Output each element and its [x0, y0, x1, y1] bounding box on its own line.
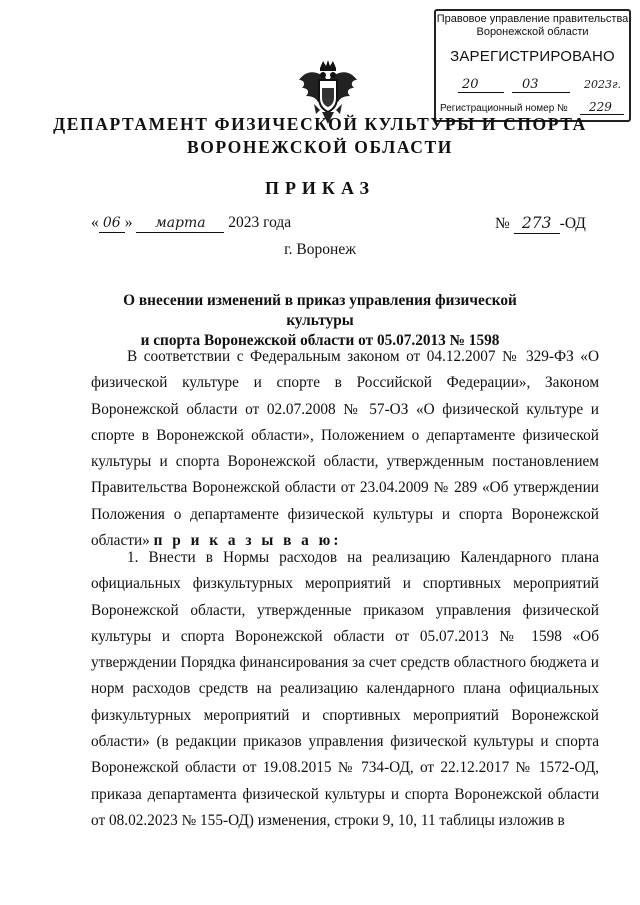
subject-line1: О внесении изменений в приказ управления физической культуры [123, 292, 517, 329]
stamp-reg-number: 229 [589, 100, 612, 114]
stamp-registered-label: ЗАРЕГИСТРИРОВАНО [450, 48, 615, 65]
document-type-title: ПРИКАЗ [264, 178, 376, 198]
date-open-quote: « [91, 214, 99, 231]
stamp-day: 20 [462, 77, 479, 92]
stamp-authority-line2: Воронежской области [476, 26, 589, 38]
preamble-paragraph [91, 344, 599, 554]
department-title [0, 113, 640, 159]
stamp-date [450, 77, 626, 95]
stamp-authority-line1: Правовое управление правительства [436, 13, 629, 25]
preamble-text: В соответствии с Федеральным законом от 04.12.2007 № 329-ФЗ «О физической культуре и спорте в Российской Федерации», Законом Воронежской области от 02.07.2008 № 57-ОЗ «О физической культуре и спорте в Воронежской области», Положением о департаменте физической культуры и спорта Воронежской области, утвержденным постановлением Правительства Воронежской области от 23.04.2009 № 289 «Об утверждении Положения о департаменте физической культуры и спорта Воронежской области» [91, 348, 599, 550]
order-date [91, 214, 291, 233]
order-number-value: 273 [521, 214, 552, 232]
command-word: п р и к а з ы в а ю: [153, 532, 342, 550]
department-title-line1: ДЕПАРТАМЕНТ ФИЗИЧЕСКОЙ КУЛЬТУРЫ И СПОРТА [53, 114, 587, 134]
city-line: г. Воронеж [284, 241, 356, 258]
department-title-line2: ВОРОНЕЖСКОЙ ОБЛАСТИ [186, 137, 453, 157]
order-number-prefix: № [495, 215, 510, 232]
order-year: 2023 года [228, 214, 292, 231]
order-number-suffix: -ОД [559, 215, 586, 232]
stamp-month: 03 [522, 77, 539, 92]
stamp-reg-label: Регистрационный номер № [440, 103, 568, 114]
stamp-year: 2023г. [584, 78, 622, 91]
subject-line2: и спорта Воронежской области от 05.07.2013 № 1598 [140, 332, 500, 349]
order-day: 06 [102, 215, 121, 231]
item-1-paragraph: 1. Внести в Нормы расходов на реализацию Календарного плана официальных физкультурных мероприятий и спортивных мероприятий Воронежской области, утвержденные приказом управления физической культуры и спорта Воронежской области от 05.07.2013 № 1598 «Об утверждении Порядка финансирования за счет средств областного бюджета и норм расходов средств на реализацию календарного плана официальных физкультурных мероприятий и спортивных мероприятий Воронежской области» (в редакции приказов управления физической культуры и спорта Воронежской области от 19.08.2015 № 734-ОД, от 22.12.2017 № 1572-ОД, приказа департамента физической культуры и спорта Воронежской области от 08.02.2023 № 155-ОД) изменения, строки 9, 10, 11 таблицы изложив в [91, 549, 599, 829]
date-close-quote: » [124, 214, 133, 231]
registration-stamp [434, 9, 631, 122]
order-number [495, 214, 586, 234]
order-month: марта [155, 215, 206, 231]
order-subject [90, 291, 550, 351]
